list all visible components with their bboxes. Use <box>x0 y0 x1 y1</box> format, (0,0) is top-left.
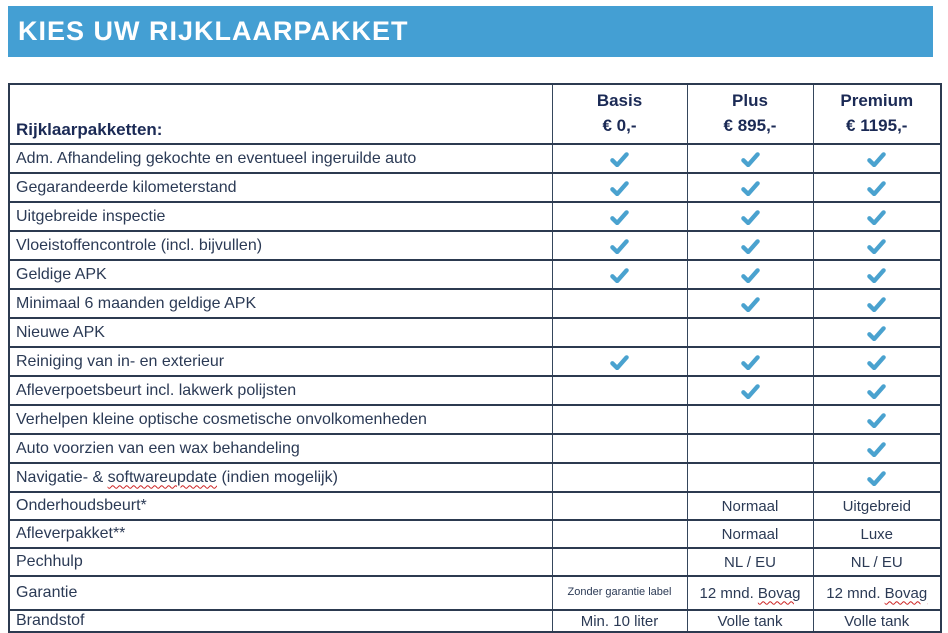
check-icon <box>741 384 760 399</box>
feature-cell: Minimaal 6 maanden geldige APK <box>9 289 552 318</box>
check-icon <box>610 268 629 283</box>
feature-cell: Garantie <box>9 576 552 610</box>
table-row <box>9 576 941 610</box>
feature-cell: Uitgebreide inspectie <box>9 202 552 231</box>
check-icon <box>867 152 886 167</box>
value-cell <box>687 347 813 376</box>
column-header-plus <box>687 84 813 144</box>
table-row <box>9 520 941 548</box>
column-header-basis <box>552 84 687 144</box>
corner-label-text: Rijklaarpakketten: <box>16 120 163 139</box>
value-cell <box>687 289 813 318</box>
check-icon <box>741 268 760 283</box>
table-row <box>9 144 941 173</box>
feature-cell: Pechhulp <box>9 548 552 576</box>
value-cell <box>813 173 941 202</box>
header-row <box>9 84 941 144</box>
package-price: € 895,- <box>723 116 777 135</box>
value-cell: 12 mnd. Bovag <box>687 576 813 610</box>
value-cell: Volle tank <box>687 610 813 632</box>
value-cell <box>813 463 941 492</box>
page-title-banner <box>8 6 933 57</box>
table-row <box>9 463 941 492</box>
package-name: Basis <box>596 91 643 111</box>
value-cell: NL / EU <box>687 548 813 576</box>
package-price: € 1195,- <box>846 116 908 135</box>
feature-cell: Adm. Afhandeling gekochte en eventueel ingeruilde auto <box>9 144 552 173</box>
value-cell: Zonder garantie label <box>552 576 687 610</box>
value-cell <box>687 376 813 405</box>
value-cell <box>552 318 687 347</box>
table-row <box>9 434 941 463</box>
value-cell: Normaal <box>687 520 813 548</box>
check-icon <box>741 152 760 167</box>
value-cell <box>552 231 687 260</box>
value-cell <box>552 260 687 289</box>
value-cell <box>687 173 813 202</box>
table-row <box>9 347 941 376</box>
check-icon <box>867 471 886 486</box>
value-cell <box>813 434 941 463</box>
value-cell <box>552 202 687 231</box>
check-icon <box>867 413 886 428</box>
package-name: Premium <box>840 91 914 111</box>
check-icon <box>741 239 760 254</box>
check-icon <box>867 297 886 312</box>
value-cell: 12 mnd. Bovag <box>813 576 941 610</box>
feature-cell: Vloeistoffencontrole (incl. bijvullen) <box>9 231 552 260</box>
value-cell <box>813 405 941 434</box>
spellcheck-squiggle: Bovag <box>884 584 928 602</box>
value-cell <box>552 376 687 405</box>
package-price: € 0,- <box>602 116 637 135</box>
feature-cell: Verhelpen kleine optische cosmetische onvolkomenheden <box>9 405 552 434</box>
value-cell <box>813 318 941 347</box>
value-cell <box>813 260 941 289</box>
check-icon <box>741 297 760 312</box>
table-row <box>9 231 941 260</box>
table-row <box>9 260 941 289</box>
check-icon <box>741 210 760 225</box>
check-icon <box>610 181 629 196</box>
value-cell: Volle tank <box>813 610 941 632</box>
value-cell <box>687 463 813 492</box>
check-icon <box>867 442 886 457</box>
check-icon <box>610 152 629 167</box>
value-cell <box>552 144 687 173</box>
check-icon <box>741 181 760 196</box>
check-icon <box>741 355 760 370</box>
value-cell <box>813 376 941 405</box>
feature-cell: Geldige APK <box>9 260 552 289</box>
table-row <box>9 610 941 632</box>
table-row <box>9 492 941 520</box>
value-cell <box>552 434 687 463</box>
value-cell <box>687 231 813 260</box>
value-cell <box>813 347 941 376</box>
table-row <box>9 405 941 434</box>
table-body <box>9 144 941 632</box>
feature-cell: Nieuwe APK <box>9 318 552 347</box>
check-icon <box>867 268 886 283</box>
value-cell: Luxe <box>813 520 941 548</box>
package-comparison-table <box>8 83 942 633</box>
value-cell <box>813 289 941 318</box>
value-cell <box>687 318 813 347</box>
value-cell: NL / EU <box>813 548 941 576</box>
table-row <box>9 173 941 202</box>
value-cell <box>687 434 813 463</box>
value-cell <box>687 405 813 434</box>
check-icon <box>867 210 886 225</box>
value-cell <box>552 492 687 520</box>
check-icon <box>610 355 629 370</box>
table-row <box>9 202 941 231</box>
value-cell: Min. 10 liter <box>552 610 687 632</box>
value-cell <box>552 405 687 434</box>
check-icon <box>867 239 886 254</box>
value-cell: Uitgebreid <box>813 492 941 520</box>
feature-cell: Afleverpoetsbeurt incl. lakwerk polijsten <box>9 376 552 405</box>
value-cell <box>687 202 813 231</box>
value-cell <box>552 548 687 576</box>
spellcheck-squiggle: softwareupdate <box>107 468 217 486</box>
value-cell <box>813 202 941 231</box>
value-cell <box>552 463 687 492</box>
check-icon <box>867 355 886 370</box>
feature-cell: Afleverpakket** <box>9 520 552 548</box>
table-row <box>9 318 941 347</box>
spellcheck-squiggle: Bovag <box>757 584 801 602</box>
check-icon <box>867 384 886 399</box>
feature-cell: Navigatie- & softwareupdate (indien mogelijk) <box>9 463 552 492</box>
value-cell <box>687 260 813 289</box>
feature-cell: Gegarandeerde kilometerstand <box>9 173 552 202</box>
table-corner-label <box>9 84 552 144</box>
value-cell: Normaal <box>687 492 813 520</box>
package-name: Plus <box>732 91 768 111</box>
check-icon <box>610 210 629 225</box>
value-cell <box>813 144 941 173</box>
feature-cell: Onderhoudsbeurt* <box>9 492 552 520</box>
value-cell <box>552 173 687 202</box>
table-row <box>9 548 941 576</box>
feature-cell: Reiniging van in- en exterieur <box>9 347 552 376</box>
check-icon <box>867 326 886 341</box>
feature-cell: Brandstof <box>9 610 552 632</box>
check-icon <box>867 181 886 196</box>
value-cell <box>687 144 813 173</box>
value-cell <box>813 231 941 260</box>
value-cell <box>552 289 687 318</box>
value-cell <box>552 347 687 376</box>
check-icon <box>610 239 629 254</box>
column-header-premium <box>813 84 941 144</box>
page-title: KIES UW RIJKLAARPAKKET <box>18 16 409 46</box>
table-row <box>9 289 941 318</box>
table-row <box>9 376 941 405</box>
value-cell <box>552 520 687 548</box>
feature-cell: Auto voorzien van een wax behandeling <box>9 434 552 463</box>
